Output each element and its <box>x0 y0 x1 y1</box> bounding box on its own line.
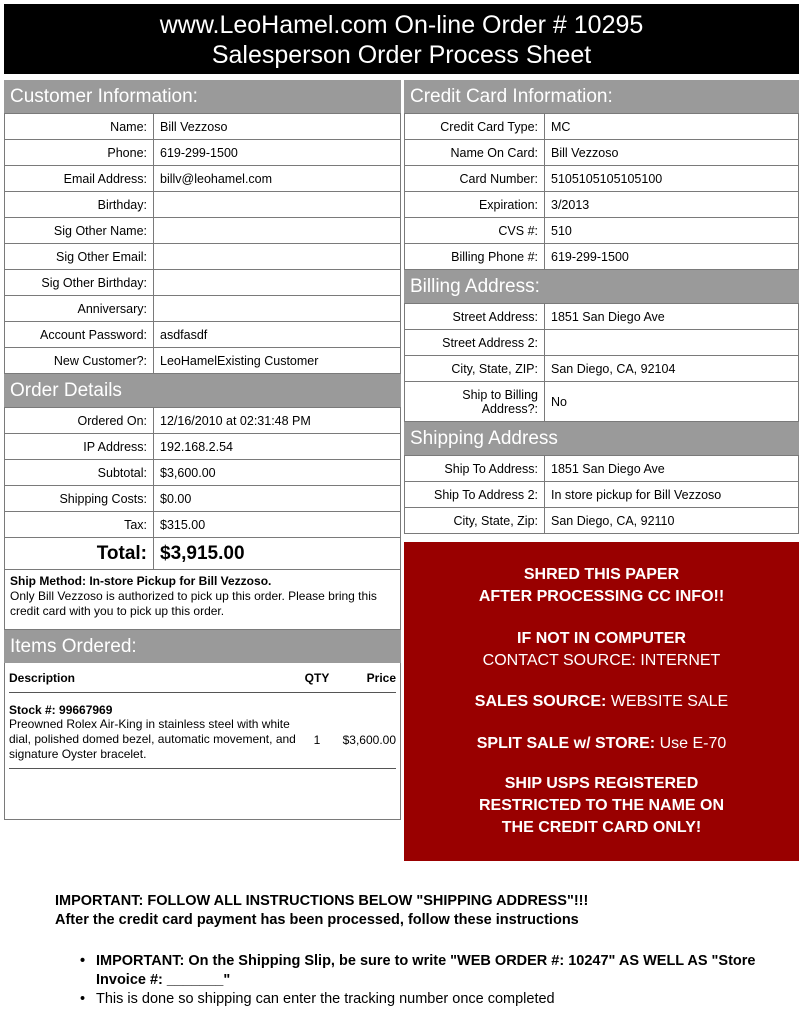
field-label: Card Number: <box>405 166 545 192</box>
item-row <box>9 693 396 769</box>
field-label: Sig Other Name: <box>5 218 154 244</box>
instructions-line-2: After the credit card payment has been processed, follow these instructions <box>55 912 579 928</box>
field-label: Shipping Costs: <box>5 486 154 512</box>
cc-row <box>405 192 799 218</box>
order-row <box>5 512 401 538</box>
field-value: 619-299-1500 <box>154 140 401 166</box>
usps-line-3: THE CREDIT CARD ONLY! <box>501 819 702 836</box>
items-header-row <box>9 663 396 693</box>
customer-info-heading: Customer Information: <box>4 80 401 113</box>
field-label: Phone: <box>5 140 154 166</box>
field-label: Birthday: <box>5 192 154 218</box>
right-column <box>404 80 799 534</box>
sheet-title: Salesperson Order Process Sheet <box>211 41 592 69</box>
field-label: IP Address: <box>5 434 154 460</box>
customer-row <box>5 140 401 166</box>
instructions-line-1: IMPORTANT: FOLLOW ALL INSTRUCTIONS BELOW "SHIPPING ADDRESS"!!! <box>55 893 589 909</box>
cc-row <box>405 244 799 270</box>
credit-card-table <box>404 113 799 270</box>
field-value: 12/16/2010 at 02:31:48 PM <box>154 408 401 434</box>
sales-source-label: SALES SOURCE: <box>474 693 607 710</box>
items-ordered-heading: Items Ordered: <box>4 630 401 663</box>
customer-row <box>5 244 401 270</box>
sales-source <box>404 691 799 713</box>
order-row <box>5 486 401 512</box>
field-value: 5105105105105100 <box>545 166 799 192</box>
billing-row <box>405 356 799 382</box>
order-title: www.LeoHamel.com On-line Order # 10295 <box>159 11 644 39</box>
field-value: 3/2013 <box>545 192 799 218</box>
item-description: Preowned Rolex Air-King in stainless steel with white dial, polished domed bezel, automatic movement, and signature Oyster bracelet. <box>9 717 296 761</box>
field-label: Name: <box>5 114 154 140</box>
field-label: Credit Card Type: <box>405 114 545 140</box>
customer-row <box>5 192 401 218</box>
billing-row <box>405 304 799 330</box>
field-value <box>154 244 401 270</box>
field-label: Tax: <box>5 512 154 538</box>
shred-notice <box>404 564 799 608</box>
field-label: Account Password: <box>5 322 154 348</box>
field-label: Billing Phone #: <box>405 244 545 270</box>
field-label: Ship To Address 2: <box>405 482 545 508</box>
order-row <box>5 408 401 434</box>
field-label: Ordered On: <box>5 408 154 434</box>
cc-row <box>405 218 799 244</box>
computer-line-2: CONTACT SOURCE: INTERNET <box>482 652 721 669</box>
shred-line-2: AFTER PROCESSING CC INFO!! <box>478 588 725 605</box>
item-stock-number: Stock #: 99667969 <box>9 703 113 717</box>
processing-notice <box>404 542 799 861</box>
field-value: $3,600.00 <box>154 460 401 486</box>
sales-source-value: WEBSITE SALE <box>610 693 729 710</box>
shipping-row <box>405 456 799 482</box>
page-header <box>4 4 799 74</box>
cc-row <box>405 166 799 192</box>
usps-notice <box>404 773 799 839</box>
customer-row <box>5 322 401 348</box>
usps-line-2: RESTRICTED TO THE NAME ON <box>478 797 725 814</box>
billing-address-table <box>404 303 799 422</box>
field-value <box>154 270 401 296</box>
customer-row <box>5 114 401 140</box>
total-row <box>5 538 401 570</box>
field-label: Street Address 2: <box>405 330 545 356</box>
shred-line-1: SHRED THIS PAPER <box>523 566 680 583</box>
col-qty: QTY <box>304 670 330 685</box>
split-sale-value: Use E-70 <box>659 735 727 752</box>
instruction-item: • IMPORTANT: On the Shipping Slip, be sure to write "WEB ORDER #: 10247" AS WELL AS "Store Invoice #: _______" <box>78 952 798 990</box>
field-value: 510 <box>545 218 799 244</box>
usps-line-1: SHIP USPS REGISTERED <box>504 775 699 792</box>
split-sale-label: SPLIT SALE w/ STORE: <box>476 735 656 752</box>
instructions-list <box>78 952 798 1009</box>
field-value: 619-299-1500 <box>545 244 799 270</box>
customer-row <box>5 218 401 244</box>
ship-method-box <box>4 570 401 630</box>
order-details-heading: Order Details <box>4 374 401 407</box>
shipping-address-heading: Shipping Address <box>404 422 799 455</box>
left-column <box>4 80 401 820</box>
cc-row <box>405 140 799 166</box>
field-label: Name On Card: <box>405 140 545 166</box>
item-qty: 1 <box>313 732 321 747</box>
billing-row <box>405 382 799 422</box>
order-details-table <box>4 407 401 570</box>
col-description: Description <box>9 670 76 685</box>
field-label: Subtotal: <box>5 460 154 486</box>
customer-row <box>5 270 401 296</box>
field-value: San Diego, CA, 92110 <box>545 508 799 534</box>
field-label: City, State, ZIP: <box>405 356 545 382</box>
field-value <box>154 296 401 322</box>
field-value: 1851 San Diego Ave <box>545 304 799 330</box>
split-sale <box>404 733 799 755</box>
customer-row <box>5 348 401 374</box>
field-value: $0.00 <box>154 486 401 512</box>
order-row <box>5 434 401 460</box>
computer-line-1: IF NOT IN COMPUTER <box>517 630 686 647</box>
field-label: Street Address: <box>405 304 545 330</box>
instructions-heading <box>55 892 795 930</box>
computer-notice <box>404 628 799 672</box>
total-value: $3,915.00 <box>154 538 401 570</box>
cc-row <box>405 114 799 140</box>
field-label: CVS #: <box>405 218 545 244</box>
total-label: Total: <box>5 538 154 570</box>
field-label: Sig Other Birthday: <box>5 270 154 296</box>
field-value: 1851 San Diego Ave <box>545 456 799 482</box>
ship-method-note: Only Bill Vezzoso is authorized to pick up this order. Please bring this credit card with you to pick up this order. <box>10 589 377 618</box>
field-value: MC <box>545 114 799 140</box>
field-label: Ship To Address: <box>405 456 545 482</box>
field-value: No <box>545 382 799 422</box>
field-value: Bill Vezzoso <box>154 114 401 140</box>
customer-row <box>5 166 401 192</box>
item-price: $3,600.00 <box>342 732 396 747</box>
field-label: Email Address: <box>5 166 154 192</box>
items-table <box>4 663 401 820</box>
field-value: $315.00 <box>154 512 401 538</box>
customer-info-table <box>4 113 401 374</box>
field-value: Bill Vezzoso <box>545 140 799 166</box>
field-value: asdfasdf <box>154 322 401 348</box>
field-value: San Diego, CA, 92104 <box>545 356 799 382</box>
field-value: 192.168.2.54 <box>154 434 401 460</box>
order-row <box>5 460 401 486</box>
field-label: City, State, Zip: <box>405 508 545 534</box>
field-label: Sig Other Email: <box>5 244 154 270</box>
field-label: Ship to Billing Address?: <box>405 382 545 422</box>
shipping-row <box>405 482 799 508</box>
instruction-item: • This is done so shipping can enter the tracking number once completed <box>78 990 798 1009</box>
customer-row <box>5 296 401 322</box>
field-value <box>154 218 401 244</box>
item-description-cell <box>9 703 300 762</box>
field-label: Anniversary: <box>5 296 154 322</box>
field-label: Expiration: <box>405 192 545 218</box>
billing-row <box>405 330 799 356</box>
shipping-address-table <box>404 455 799 534</box>
field-value: In store pickup for Bill Vezzoso <box>545 482 799 508</box>
shipping-row <box>405 508 799 534</box>
ship-method-title: Ship Method: In-store Pickup for Bill Vezzoso. <box>10 574 272 588</box>
field-value: LeoHamelExisting Customer <box>154 348 401 374</box>
field-label: New Customer?: <box>5 348 154 374</box>
billing-address-heading: Billing Address: <box>404 270 799 303</box>
field-value <box>154 192 401 218</box>
field-value <box>545 330 799 356</box>
credit-card-heading: Credit Card Information: <box>404 80 799 113</box>
field-value: billv@leohamel.com <box>154 166 401 192</box>
col-price: Price <box>366 670 396 685</box>
